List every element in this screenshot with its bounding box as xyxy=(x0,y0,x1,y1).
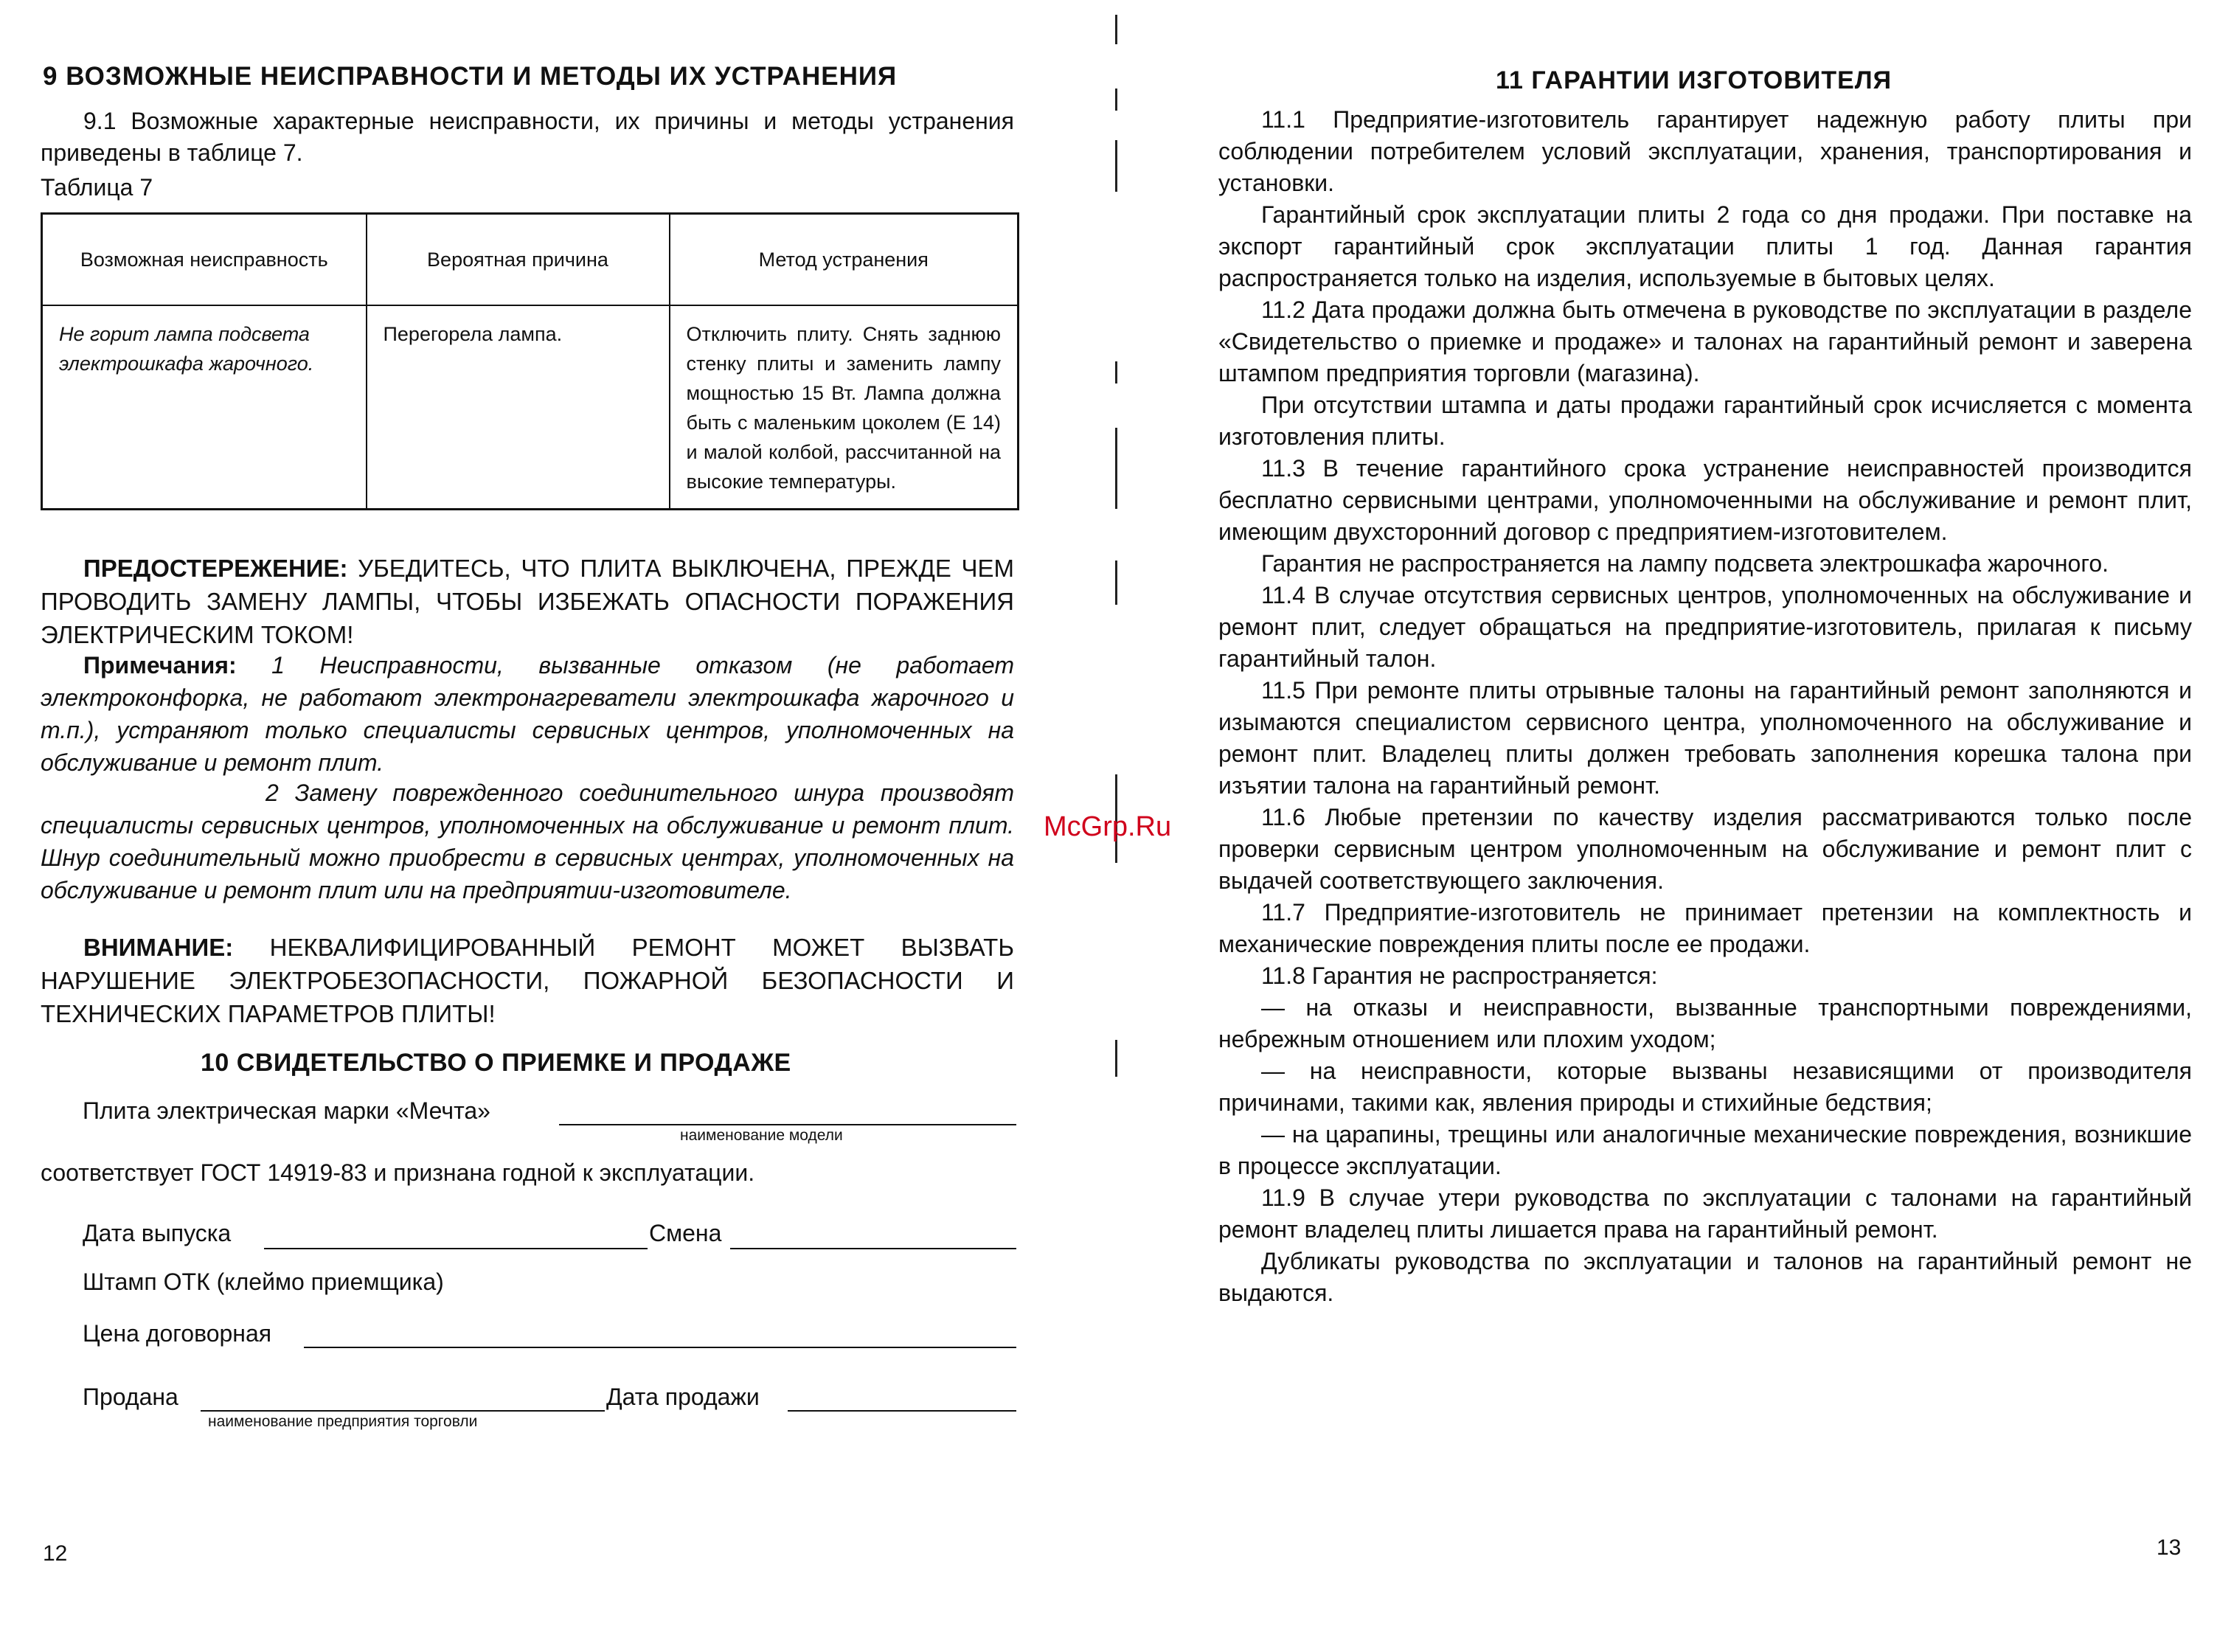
table-cell-cause: Перегорела лампа. xyxy=(367,305,670,510)
paragraph-11-8: 11.8 Гарантия не распространяется: xyxy=(1261,962,1658,989)
table-caption: Таблица 7 xyxy=(41,174,153,201)
paragraph-11-7: 11.7 Предприятие-изготовитель не принимает претензии на комплектность и механические повреждения плиты после ее продажи. xyxy=(1218,899,2192,957)
paragraph-no-stamp: При отсутствии штампа и даты продажи гарантийный срок исчисляется с момента изготовления плиты. xyxy=(1218,392,2192,450)
note-2: 2 Замену поврежденного соединительного шнура производят специалисты сервисных центров, уполномоченных на обслуживание и ремонт плит. Шнур соединительный можно приобрести в сервисных центрах, уполномоченных на обслуживание и ремонт плит или на предприятии-изготовителе. xyxy=(41,780,1014,903)
conformity-statement: соответствует ГОСТ 14919-83 и признана годной к эксплуатации. xyxy=(41,1159,755,1186)
model-caption: наименование модели xyxy=(680,1127,843,1144)
paragraph-11-2: 11.2 Дата продажи должна быть отмечена в руководстве по эксплуатации в разделе «Свидетельство о приемке и продаже» и талонах на гарантийный ремонт и заверена штампом предприятия торговли (магазина). xyxy=(1218,296,2192,386)
paragraph-11-6: 11.6 Любые претензии по качеству изделия рассматриваются только после проверки сервисным центром уполномоченным на обслуживание и ремонт плит с выдачей соответствующего заключения. xyxy=(1218,804,2192,894)
otk-stamp-label: Штамп ОТК (клеймо приемщика) xyxy=(83,1268,444,1295)
warning-paragraph xyxy=(41,552,1014,651)
section-9-title: 9 ВОЗМОЖНЫЕ НЕИСПРАВНОСТИ И МЕТОДЫ ИХ УСТРАНЕНИЯ xyxy=(43,62,898,91)
table-header-row xyxy=(42,214,1019,306)
table-cell-remedy: Отключить плиту. Снять заднюю стенку плиты и заменить лампу мощностью 15 Вт. Лампа должна быть с маленьким цоколем (Е 14) и малой колбой, рассчитанной на высокие температуры. xyxy=(670,305,1019,510)
right-page xyxy=(1106,0,2217,1652)
paragraph-11-3: 11.3 В течение гарантийного срока устранение неисправностей производится бесплатно сервисными центрами, уполномоченными на обслуживание и ремонт плит, имеющим двухсторонний договор с предприятием-изготовителем. xyxy=(1218,455,2192,545)
table-header-cause: Вероятная причина xyxy=(367,214,670,306)
paragraph-warranty-period: Гарантийный срок эксплуатации плиты 2 года со дня продажи. При поставке на экспорт гарантийный срок эксплуатации плиты 1 год. Данная гарантия распространяется только на изделия, используемые в бытовых целях. xyxy=(1218,201,2192,291)
table-row xyxy=(42,305,1019,510)
release-date-label: Дата выпуска xyxy=(83,1220,232,1246)
sale-date-fill-line[interactable] xyxy=(788,1410,1016,1412)
warning-label: ПРЕДОСТЕРЕЖЕНИЕ: xyxy=(83,555,348,582)
section-11-title: 11 ГАРАНТИИ ИЗГОТОВИТЕЛЯ xyxy=(1496,66,1892,94)
table-header-fault: Возможная неисправность xyxy=(42,214,367,306)
exclusion-scratches: — на царапины, трещины или аналогичные механические повреждения, возникшие в процессе эксплуатации. xyxy=(1218,1121,2192,1179)
section-10-title: 10 СВИДЕТЕЛЬСТВО О ПРИЕМКЕ И ПРОДАЖЕ xyxy=(201,1049,791,1077)
shift-fill-line[interactable] xyxy=(730,1248,1016,1249)
section-11-body xyxy=(1218,104,2192,1309)
paragraph-11-1: 11.1 Предприятие-изготовитель гарантирует надежную работу плиты при соблюдении потребителем условий эксплуатации, хранения, транспортирования и установки. xyxy=(1218,106,2192,196)
attention-text: НЕКВАЛИФИЦИРОВАННЫЙ РЕМОНТ МОЖЕТ ВЫЗВАТЬ НАРУШЕНИЕ ЭЛЕКТРОБЕЗОПАСНОСТИ, ПОЖАРНОЙ БЕЗОПАСНОСТИ И ТЕХНИЧЕСКИХ ПАРАМЕТРОВ ПЛИТЫ! xyxy=(41,934,1014,1027)
attention-paragraph xyxy=(41,931,1014,1030)
paragraph-duplicates: Дубликаты руководства по эксплуатации и талонов на гарантийный ремонт не выдаются. xyxy=(1218,1248,2192,1306)
shift-label: Смена xyxy=(649,1220,722,1246)
paragraph-11-5: 11.5 При ремонте плиты отрывные талоны на гарантийный ремонт заполняются и изымаются специалистом сервисного центра, уполномоченного на обслуживание и ремонт плит. Владелец плиты должен требовать заполнения корешка талона при изъятии талона на гарантийный ремонт. xyxy=(1218,677,2192,799)
table-7 xyxy=(41,212,1019,510)
page-number-left: 12 xyxy=(43,1541,68,1566)
model-fill-line[interactable] xyxy=(559,1124,1016,1125)
paragraph-11-4: 11.4 В случае отсутствия сервисных центров, уполномоченных на обслуживание и ремонт плит, следует обращаться на предприятие-изготовитель, прилагая к письму гарантийный талон. xyxy=(1218,582,2192,672)
sold-label: Продана xyxy=(83,1384,178,1410)
sold-fill-line[interactable] xyxy=(201,1410,605,1412)
sale-date-label: Дата продажи xyxy=(606,1384,760,1410)
paragraph-11-9: 11.9 В случае утери руководства по эксплуатации с талонами на гарантийный ремонт владелец плиты лишается права на гарантийный ремонт. xyxy=(1218,1184,2192,1243)
watermark: McGrp.Ru xyxy=(1044,811,1172,842)
table-header-remedy: Метод устранения xyxy=(670,214,1019,306)
exclusion-transport: — на отказы и неисправности, вызванные транспортными повреждениями, небрежным отношением или плохим уходом; xyxy=(1218,994,2192,1052)
release-date-fill-line[interactable] xyxy=(264,1248,648,1249)
notes-paragraph xyxy=(41,649,1014,779)
section-9-intro: 9.1 Возможные характерные неисправности, их причины и методы устранения приведены в таблице 7. xyxy=(41,108,1014,166)
model-line-label: Плита электрическая марки «Мечта» xyxy=(83,1097,490,1124)
price-fill-line[interactable] xyxy=(304,1347,1016,1348)
exclusion-force-majeure: — на неисправности, которые вызваны независящими от производителя причинами, такими как, явления природы и стихийные бедствия; xyxy=(1218,1058,2192,1116)
note-1: 1 Неисправности, вызванные отказом (не работает электроконфорка, не работают электронагреватели электрошкафа жарочного и т.п.), устраняют только специалисты сервисных центров, уполномоченных на обслуживание и ремонт плит. xyxy=(41,652,1014,776)
price-label: Цена договорная xyxy=(83,1320,272,1347)
left-page xyxy=(0,0,1106,1652)
warning-text: УБЕДИТЕСЬ, ЧТО ПЛИТА ВЫКЛЮЧЕНА, ПРЕЖДЕ ЧЕМ ПРОВОДИТЬ ЗАМЕНУ ЛАМПЫ, ЧТОБЫ ИЗБЕЖАТЬ ОПАСНОСТИ ПОРАЖЕНИЯ ЭЛЕКТРИЧЕСКИМ ТОКОМ! xyxy=(41,555,1014,648)
page-number-right: 13 xyxy=(2157,1535,2182,1560)
seller-caption: наименование предприятия торговли xyxy=(208,1413,478,1430)
table-cell-fault: Не горит лампа подсвета электрошкафа жарочного. xyxy=(42,305,367,510)
paragraph-lamp-excluded: Гарантия не распространяется на лампу подсвета электрошкафа жарочного. xyxy=(1261,550,2109,577)
attention-label: ВНИМАНИЕ: xyxy=(83,934,234,961)
notes-label: Примечания: xyxy=(83,652,237,678)
